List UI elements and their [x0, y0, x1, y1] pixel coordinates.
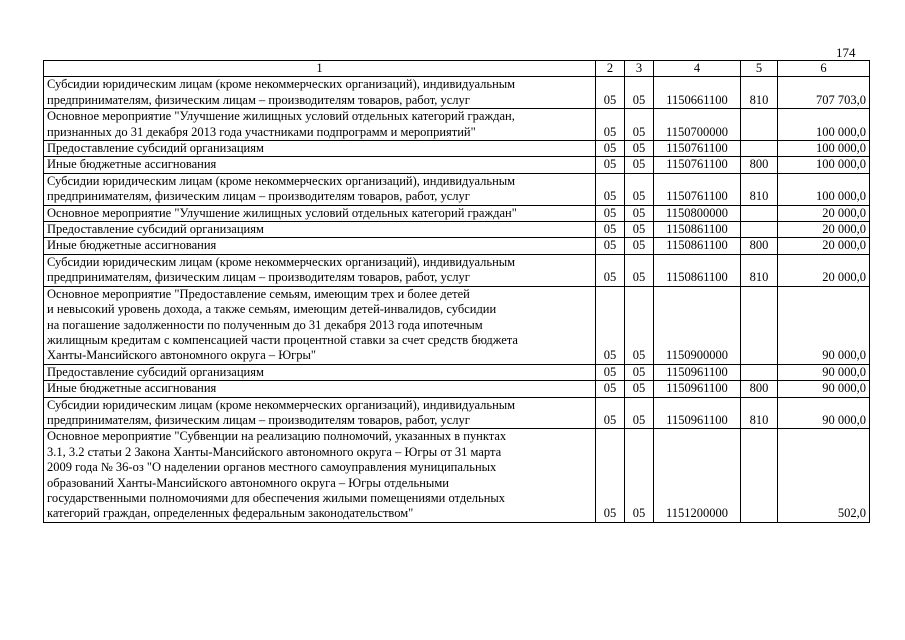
- description-cell: Предоставление субсидий организациям: [44, 222, 596, 238]
- expense-type-cell: 810: [741, 77, 778, 109]
- expense-type-cell: [741, 429, 778, 522]
- target-article-cell: 1150800000: [654, 205, 741, 221]
- amount-cell: 100 000,0: [778, 173, 870, 205]
- expense-type-cell: 800: [741, 157, 778, 173]
- section-cell: 05: [596, 429, 625, 522]
- section-cell: 05: [596, 109, 625, 141]
- amount-cell: 20 000,0: [778, 238, 870, 254]
- subsection-cell: 05: [625, 397, 654, 429]
- amount-cell: 20 000,0: [778, 254, 870, 286]
- budget-table: [43, 60, 870, 523]
- description-cell: Основное мероприятие "Субвенции на реализацию полномочий, указанных в пунктах 3.1, 3.2 статьи 2 Закона Ханты-Мансийского автономного округа – Югры от 31 марта 2009 года № 36-оз "О наделении органов местного самоуправления муниципальных образований Ханты-Мансийского автономного округа – Югры отдельными государственными полномочиями для обеспечения жилыми помещениями отдельных категорий граждан, определенных федеральным законодательством": [44, 429, 596, 522]
- amount-cell: 100 000,0: [778, 109, 870, 141]
- description-cell: Субсидии юридическим лицам (кроме некоммерческих организаций), индивидуальным предпринимателям, физическим лицам – производителям товаров, работ, услуг: [44, 77, 596, 109]
- amount-cell: 100 000,0: [778, 157, 870, 173]
- subsection-cell: 05: [625, 205, 654, 221]
- table-row: [44, 254, 870, 286]
- subsection-cell: 05: [625, 254, 654, 286]
- target-article-cell: 1150661100: [654, 77, 741, 109]
- amount-cell: 90 000,0: [778, 286, 870, 364]
- table-row: [44, 397, 870, 429]
- header-cell: 6: [778, 61, 870, 77]
- header-cell: 1: [44, 61, 596, 77]
- table-row: [44, 157, 870, 173]
- section-cell: 05: [596, 157, 625, 173]
- target-article-cell: 1150861100: [654, 254, 741, 286]
- description-cell: Иные бюджетные ассигнования: [44, 381, 596, 397]
- amount-cell: 90 000,0: [778, 397, 870, 429]
- page-number: 174: [836, 45, 856, 60]
- subsection-cell: 05: [625, 381, 654, 397]
- target-article-cell: 1150761100: [654, 141, 741, 157]
- expense-type-cell: 810: [741, 254, 778, 286]
- amount-cell: 100 000,0: [778, 141, 870, 157]
- description-cell: Основное мероприятие "Предоставление семьям, имеющим трех и более детей и невысокий уровень дохода, а также семьям, имеющим детей-инвалидов, субсидии на погашение задолженности по полученным до 31 декабря 2013 года ипотечным жилищным кредитам с компенсацией части процентной ставки за счет средств бюджета Ханты-Мансийского автономного округа – Югры": [44, 286, 596, 364]
- target-article-cell: 1150961100: [654, 364, 741, 380]
- expense-type-cell: 800: [741, 238, 778, 254]
- table-row: [44, 429, 870, 522]
- target-article-cell: 1151200000: [654, 429, 741, 522]
- target-article-cell: 1150861100: [654, 238, 741, 254]
- section-cell: 05: [596, 141, 625, 157]
- header-cell: 3: [625, 61, 654, 77]
- section-cell: 05: [596, 77, 625, 109]
- subsection-cell: 05: [625, 429, 654, 522]
- subsection-cell: 05: [625, 157, 654, 173]
- table-row: [44, 381, 870, 397]
- amount-cell: 707 703,0: [778, 77, 870, 109]
- amount-cell: 90 000,0: [778, 381, 870, 397]
- target-article-cell: 1150861100: [654, 222, 741, 238]
- description-cell: Предоставление субсидий организациям: [44, 364, 596, 380]
- target-article-cell: 1150961100: [654, 381, 741, 397]
- expense-type-cell: [741, 141, 778, 157]
- subsection-cell: 05: [625, 286, 654, 364]
- expense-type-cell: [741, 109, 778, 141]
- table-header-row: [44, 61, 870, 77]
- description-cell: Иные бюджетные ассигнования: [44, 238, 596, 254]
- section-cell: 05: [596, 222, 625, 238]
- header-cell: 2: [596, 61, 625, 77]
- description-cell: Субсидии юридическим лицам (кроме некоммерческих организаций), индивидуальным предпринимателям, физическим лицам – производителям товаров, работ, услуг: [44, 173, 596, 205]
- header-cell: 4: [654, 61, 741, 77]
- expense-type-cell: 810: [741, 397, 778, 429]
- table-row: [44, 286, 870, 364]
- target-article-cell: 1150761100: [654, 157, 741, 173]
- subsection-cell: 05: [625, 141, 654, 157]
- section-cell: 05: [596, 173, 625, 205]
- section-cell: 05: [596, 238, 625, 254]
- amount-cell: 502,0: [778, 429, 870, 522]
- section-cell: 05: [596, 286, 625, 364]
- section-cell: 05: [596, 364, 625, 380]
- amount-cell: 90 000,0: [778, 364, 870, 380]
- subsection-cell: 05: [625, 77, 654, 109]
- target-article-cell: 1150761100: [654, 173, 741, 205]
- amount-cell: 20 000,0: [778, 222, 870, 238]
- expense-type-cell: [741, 222, 778, 238]
- section-cell: 05: [596, 381, 625, 397]
- table-row: [44, 238, 870, 254]
- header-cell: 5: [741, 61, 778, 77]
- table-row: [44, 141, 870, 157]
- expense-type-cell: [741, 364, 778, 380]
- subsection-cell: 05: [625, 238, 654, 254]
- table-row: [44, 364, 870, 380]
- description-cell: Основное мероприятие "Улучшение жилищных условий отдельных категорий граждан, признанных до 31 декабря 2013 года участниками подпрограмм и мероприятий": [44, 109, 596, 141]
- section-cell: 05: [596, 397, 625, 429]
- subsection-cell: 05: [625, 364, 654, 380]
- description-cell: Основное мероприятие "Улучшение жилищных условий отдельных категорий граждан": [44, 205, 596, 221]
- description-cell: Предоставление субсидий организациям: [44, 141, 596, 157]
- table-row: [44, 205, 870, 221]
- subsection-cell: 05: [625, 109, 654, 141]
- amount-cell: 20 000,0: [778, 205, 870, 221]
- subsection-cell: 05: [625, 222, 654, 238]
- expense-type-cell: 810: [741, 173, 778, 205]
- table-row: [44, 109, 870, 141]
- description-cell: Иные бюджетные ассигнования: [44, 157, 596, 173]
- target-article-cell: 1150700000: [654, 109, 741, 141]
- expense-type-cell: [741, 286, 778, 364]
- section-cell: 05: [596, 205, 625, 221]
- description-cell: Субсидии юридическим лицам (кроме некоммерческих организаций), индивидуальным предпринимателям, физическим лицам – производителям товаров, работ, услуг: [44, 254, 596, 286]
- section-cell: 05: [596, 254, 625, 286]
- table-row: [44, 222, 870, 238]
- table-row: [44, 77, 870, 109]
- table-row: [44, 173, 870, 205]
- target-article-cell: 1150900000: [654, 286, 741, 364]
- expense-type-cell: 800: [741, 381, 778, 397]
- expense-type-cell: [741, 205, 778, 221]
- description-cell: Субсидии юридическим лицам (кроме некоммерческих организаций), индивидуальным предпринимателям, физическим лицам – производителям товаров, работ, услуг: [44, 397, 596, 429]
- target-article-cell: 1150961100: [654, 397, 741, 429]
- subsection-cell: 05: [625, 173, 654, 205]
